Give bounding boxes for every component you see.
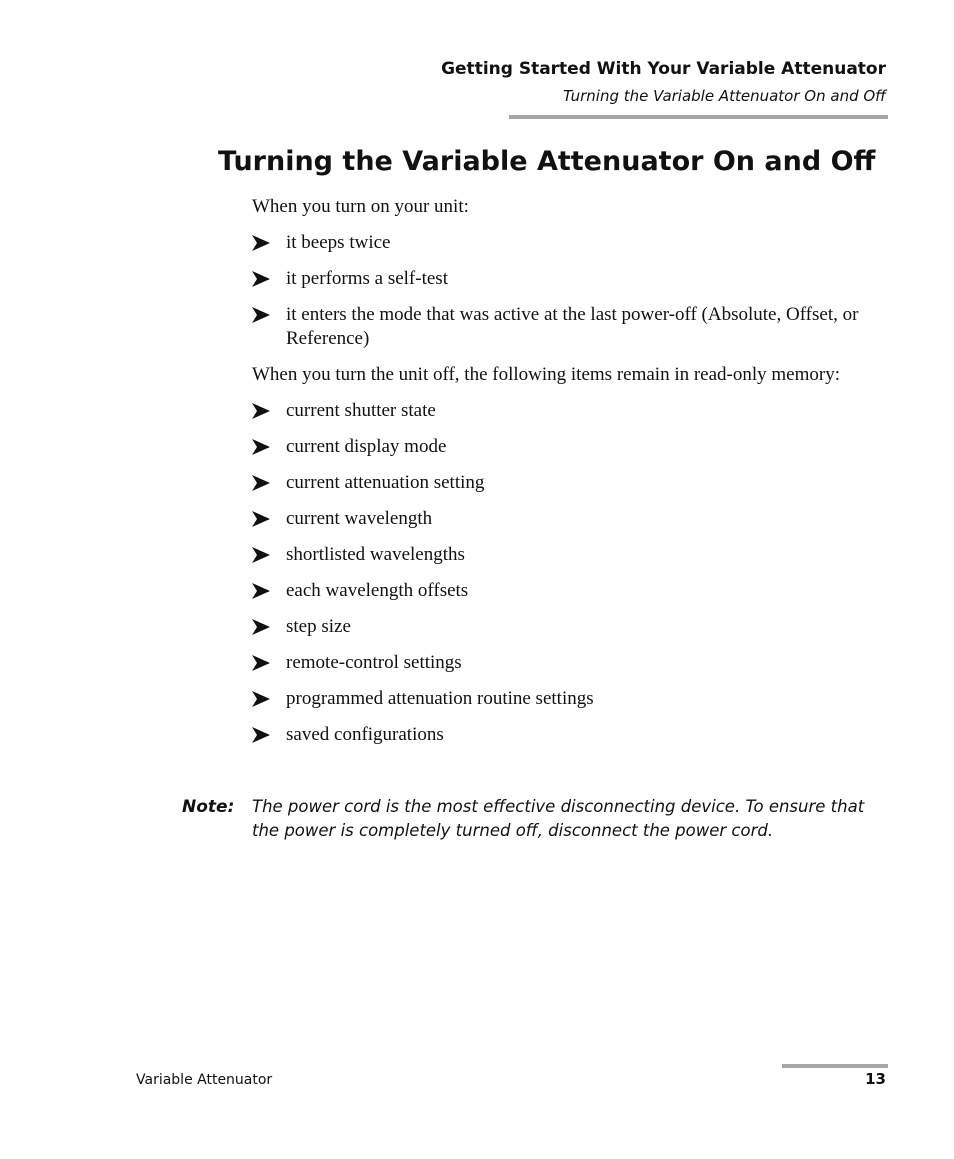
- list-item: [252, 303, 862, 351]
- list-item-text: programmed attenuation routine settings: [286, 688, 594, 709]
- arrowhead-bullet-icon: [252, 475, 270, 491]
- note-block: [182, 795, 872, 843]
- list-item-text: current shutter state: [286, 400, 436, 421]
- arrowhead-bullet-icon: [252, 511, 270, 527]
- list-item: [252, 471, 862, 495]
- power-on-list: [252, 231, 862, 351]
- list-item: [252, 399, 862, 423]
- arrowhead-bullet-icon: [252, 271, 270, 287]
- list-item: [252, 651, 862, 675]
- list-item-text: shortlisted wavelengths: [286, 544, 465, 565]
- list-item-text: current wavelength: [286, 508, 433, 529]
- list-item: [252, 579, 862, 603]
- footer-document-name: Variable Attenuator: [136, 1072, 273, 1088]
- list-item: [252, 723, 862, 747]
- arrowhead-bullet-icon: [252, 307, 270, 323]
- arrowhead-bullet-icon: [252, 583, 270, 599]
- list-item-text: it performs a self-test: [286, 268, 448, 289]
- list-item-text: it enters the mode that was active at the last power-off (Absolute, Offset, or Reference): [286, 304, 859, 349]
- running-header: [441, 58, 886, 106]
- arrowhead-bullet-icon: [252, 691, 270, 707]
- main-content: [252, 195, 862, 759]
- list-item-text: current attenuation setting: [286, 472, 485, 493]
- note-label: Note:: [182, 797, 235, 817]
- arrowhead-bullet-icon: [252, 547, 270, 563]
- list-item: [252, 267, 862, 291]
- list-item-text: it beeps twice: [286, 232, 391, 253]
- list-item-text: each wavelength offsets: [286, 580, 469, 601]
- header-title: Getting Started With Your Variable Attenuator: [441, 59, 886, 79]
- list-item-text: step size: [286, 616, 351, 637]
- list-item-text: saved configurations: [286, 724, 444, 745]
- list-item: [252, 615, 862, 639]
- arrowhead-bullet-icon: [252, 235, 270, 251]
- list-item: [252, 231, 862, 255]
- arrowhead-bullet-icon: [252, 439, 270, 455]
- page-title: Turning the Variable Attenuator On and Off: [218, 146, 876, 177]
- footer-rule: [782, 1064, 888, 1068]
- arrowhead-bullet-icon: [252, 619, 270, 635]
- power-off-paragraph: When you turn the unit off, the following items remain in read-only memory:: [252, 364, 840, 385]
- list-item: [252, 687, 862, 711]
- note-text: The power cord is the most effective disconnecting device. To ensure that the power is completely turned off, disconnect the power cord.: [252, 797, 865, 840]
- arrowhead-bullet-icon: [252, 403, 270, 419]
- header-subtitle: Turning the Variable Attenuator On and Off: [562, 87, 886, 105]
- list-item-text: current display mode: [286, 436, 447, 457]
- memory-items-list: [252, 399, 862, 747]
- list-item: [252, 543, 862, 567]
- list-item-text: remote-control settings: [286, 652, 462, 673]
- arrowhead-bullet-icon: [252, 655, 270, 671]
- page-number: 13: [865, 1070, 886, 1088]
- list-item: [252, 435, 862, 459]
- list-item: [252, 507, 862, 531]
- header-rule: [509, 115, 888, 119]
- arrowhead-bullet-icon: [252, 727, 270, 743]
- intro-paragraph: When you turn on your unit:: [252, 196, 469, 217]
